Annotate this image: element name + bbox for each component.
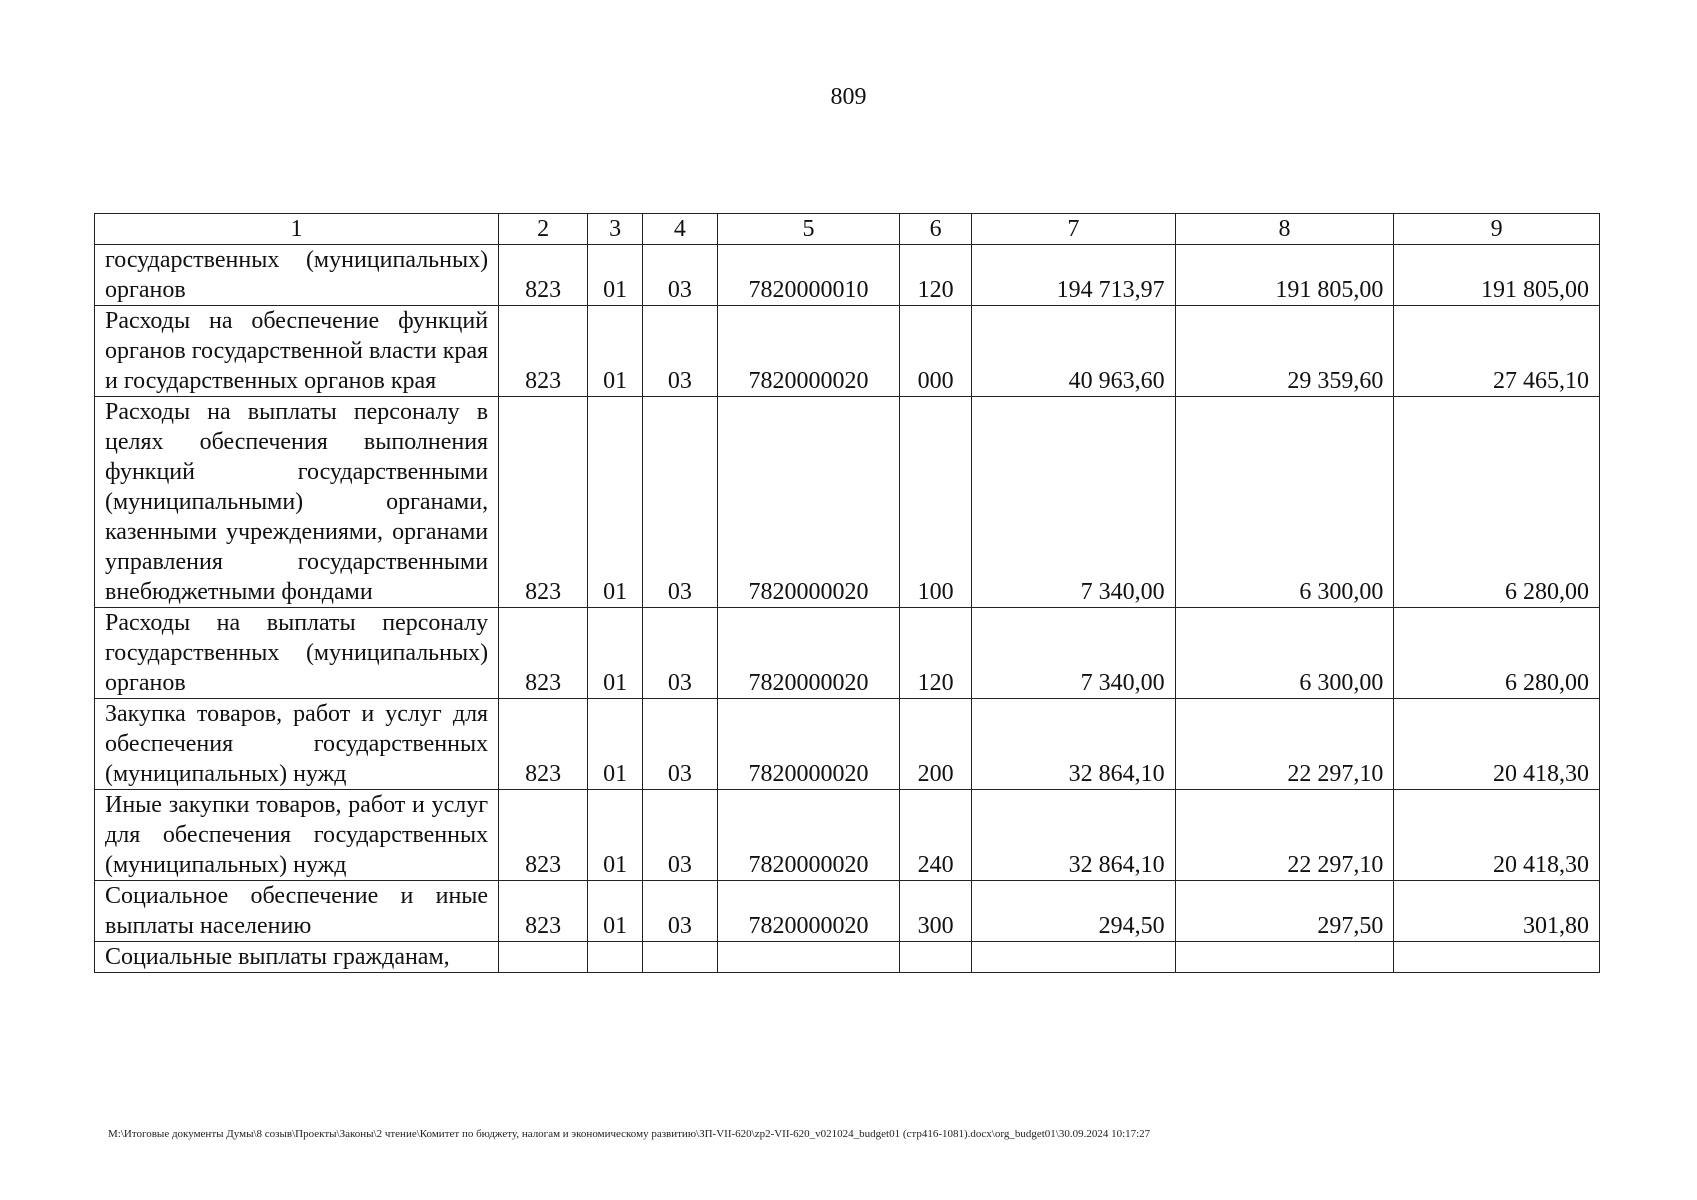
- cell-expense-type: 200: [900, 699, 972, 790]
- column-header: 6: [900, 214, 972, 245]
- cell-amount-7: 7 340,00: [972, 608, 1176, 699]
- cell-code: 823: [499, 306, 588, 397]
- cell-target-article: 7820000020: [717, 881, 899, 942]
- cell-code: 823: [499, 608, 588, 699]
- cell-code: 823: [499, 881, 588, 942]
- cell-target-article: 7820000010: [717, 245, 899, 306]
- cell-amount-7: 32 864,10: [972, 699, 1176, 790]
- column-header: 9: [1394, 214, 1600, 245]
- cell-subsection: 03: [642, 790, 717, 881]
- table-row: [95, 245, 1600, 306]
- page-number: 809: [830, 84, 867, 110]
- cell-expense-type: 120: [900, 608, 972, 699]
- cell-code: 823: [499, 790, 588, 881]
- cell-amount-8: 29 359,60: [1175, 306, 1394, 397]
- cell-subsection: [642, 942, 717, 973]
- row-description: Иные закупки товаров, работ и услуг для обеспечения государственных (муниципальных) нужд: [95, 790, 499, 881]
- table-row: [95, 881, 1600, 942]
- cell-expense-type: [900, 942, 972, 973]
- row-description: Расходы на обеспечение функций органов государственной власти края и государственных органов края: [95, 306, 499, 397]
- cell-amount-8: 6 300,00: [1175, 608, 1394, 699]
- cell-expense-type: 300: [900, 881, 972, 942]
- table-row: [95, 942, 1600, 973]
- column-header: 7: [972, 214, 1176, 245]
- cell-section: 01: [588, 245, 643, 306]
- column-header: 5: [717, 214, 899, 245]
- row-description: государственных (муниципальных) органов: [95, 245, 499, 306]
- row-description: Расходы на выплаты персоналу государственных (муниципальных) органов: [95, 608, 499, 699]
- cell-code: 823: [499, 245, 588, 306]
- cell-section: [588, 942, 643, 973]
- cell-amount-9: 6 280,00: [1394, 397, 1600, 608]
- cell-section: 01: [588, 790, 643, 881]
- column-header: 8: [1175, 214, 1394, 245]
- cell-target-article: [717, 942, 899, 973]
- cell-subsection: 03: [642, 608, 717, 699]
- cell-expense-type: 000: [900, 306, 972, 397]
- row-description: Социальные выплаты гражданам,: [95, 942, 499, 973]
- cell-expense-type: 240: [900, 790, 972, 881]
- cell-amount-7: 194 713,97: [972, 245, 1176, 306]
- document-file-path: M:\Итоговые документы Думы\8 созыв\Проекты\Законы\2 чтение\Комитет по бюджету, налогам и экономическому развитию\ЗП-VII-620\zp2-VII-620_v021024_budget01 (стр416-1081).docx\org_budget01\30.09.2024 10:17:27: [108, 1128, 1151, 1140]
- cell-amount-9: 6 280,00: [1394, 608, 1600, 699]
- cell-amount-9: 191 805,00: [1394, 245, 1600, 306]
- cell-amount-9: 20 418,30: [1394, 699, 1600, 790]
- cell-amount-9: 20 418,30: [1394, 790, 1600, 881]
- cell-amount-7: 294,50: [972, 881, 1176, 942]
- cell-section: 01: [588, 397, 643, 608]
- cell-target-article: 7820000020: [717, 397, 899, 608]
- cell-subsection: 03: [642, 699, 717, 790]
- column-header: 4: [642, 214, 717, 245]
- cell-subsection: 03: [642, 397, 717, 608]
- table-row: [95, 397, 1600, 608]
- cell-code: 823: [499, 397, 588, 608]
- cell-amount-9: [1394, 942, 1600, 973]
- cell-code: 823: [499, 699, 588, 790]
- table-row: [95, 306, 1600, 397]
- header-row: [95, 214, 1600, 245]
- row-description: Закупка товаров, работ и услуг для обеспечения государственных (муниципальных) нужд: [95, 699, 499, 790]
- cell-amount-9: 301,80: [1394, 881, 1600, 942]
- cell-amount-8: [1175, 942, 1394, 973]
- cell-code: [499, 942, 588, 973]
- cell-amount-8: 22 297,10: [1175, 699, 1394, 790]
- cell-subsection: 03: [642, 881, 717, 942]
- cell-amount-8: 6 300,00: [1175, 397, 1394, 608]
- column-header: 1: [95, 214, 499, 245]
- cell-target-article: 7820000020: [717, 306, 899, 397]
- cell-target-article: 7820000020: [717, 699, 899, 790]
- column-header: 3: [588, 214, 643, 245]
- cell-section: 01: [588, 881, 643, 942]
- row-description: Расходы на выплаты персоналу в целях обеспечения выполнения функций государственными (муниципальными) органами, казенными учреждениями, органами управления государственными внебюджетными фондами: [95, 397, 499, 608]
- row-description: Социальное обеспечение и иные выплаты населению: [95, 881, 499, 942]
- table-row: [95, 608, 1600, 699]
- cell-target-article: 7820000020: [717, 608, 899, 699]
- cell-section: 01: [588, 699, 643, 790]
- cell-amount-8: 191 805,00: [1175, 245, 1394, 306]
- cell-section: 01: [588, 306, 643, 397]
- cell-amount-9: 27 465,10: [1394, 306, 1600, 397]
- table-row: [95, 699, 1600, 790]
- cell-expense-type: 120: [900, 245, 972, 306]
- table-row: [95, 790, 1600, 881]
- cell-subsection: 03: [642, 245, 717, 306]
- cell-amount-8: 22 297,10: [1175, 790, 1394, 881]
- cell-amount-7: 40 963,60: [972, 306, 1176, 397]
- cell-amount-8: 297,50: [1175, 881, 1394, 942]
- cell-section: 01: [588, 608, 643, 699]
- cell-amount-7: [972, 942, 1176, 973]
- cell-target-article: 7820000020: [717, 790, 899, 881]
- column-header: 2: [499, 214, 588, 245]
- cell-subsection: 03: [642, 306, 717, 397]
- cell-amount-7: 32 864,10: [972, 790, 1176, 881]
- cell-expense-type: 100: [900, 397, 972, 608]
- budget-table: [94, 213, 1600, 973]
- cell-amount-7: 7 340,00: [972, 397, 1176, 608]
